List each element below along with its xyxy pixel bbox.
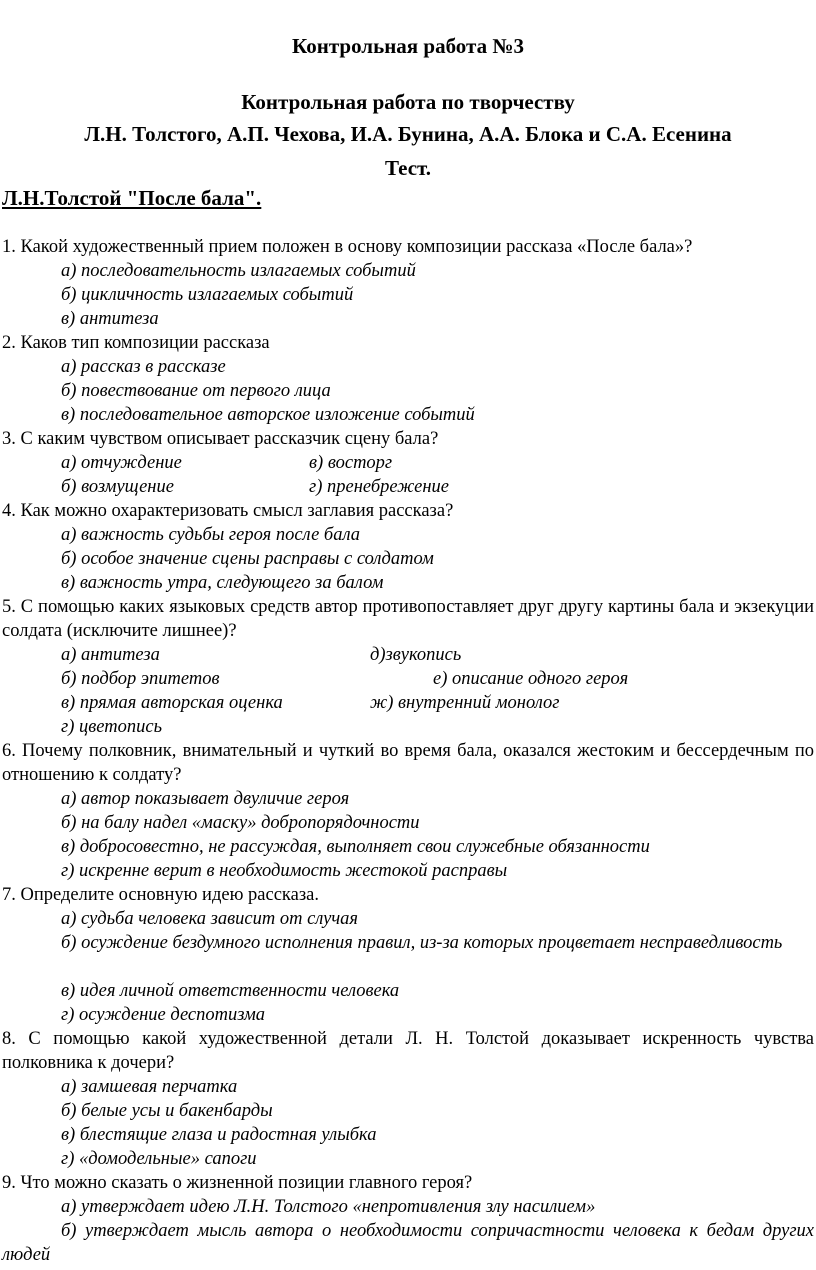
option: а) отчуждение <box>61 453 182 473</box>
option: б) подбор эпитетов <box>61 669 220 689</box>
option: ж) внутренний монолог <box>370 693 560 713</box>
option: в) важность утра, следующего за балом <box>61 573 384 593</box>
option: б) на балу надел «маску» добропорядочности <box>61 813 420 833</box>
subtitle: Контрольная работа по творчеству <box>241 90 575 114</box>
question-4: 4. Как можно охарактеризовать смысл заглавия рассказа? <box>2 501 454 521</box>
test-label: Тест. <box>384 156 432 180</box>
option: г) «домодельные» сапоги <box>61 1149 257 1169</box>
option: в) последовательное авторское изложение событий <box>61 405 475 425</box>
option: г) искренне верит в необходимость жестокой расправы <box>61 861 508 881</box>
option: в) антитеза <box>61 309 159 329</box>
option: а) утверждает идею Л.Н. Толстого «непротивления злу насилием» <box>61 1197 596 1217</box>
option: в) идея личной ответственности человека <box>61 981 400 1001</box>
option: б) особое значение сцены расправы с солдатом <box>61 549 434 569</box>
option: е) описание одного героя <box>433 669 629 689</box>
question-9: 9. Что можно сказать о жизненной позиции главного героя? <box>2 1173 473 1193</box>
option: б) утверждает мысль автора о необходимости сопричастности человека к бедам других людей <box>2 1221 814 1265</box>
question-6: 6. Почему полковник, внимательный и чуткий во время бала, оказался жестоким и бессердечным по отношению к солдату? <box>2 741 814 785</box>
question-2: 2. Каков тип композиции рассказа <box>2 333 270 353</box>
question-5: 5. С помощью каких языковых средств автор противопоставляет друг другу картины бала и экзекуции солдата (исключите лишнее)? <box>2 597 814 641</box>
option: д)звукопись <box>370 645 462 665</box>
authors-line: Л.Н. Толстого, А.П. Чехова, И.А. Бунина, А.А. Блока и С.А. Есенина <box>84 122 732 146</box>
question-7: 7. Определите основную идею рассказа. <box>2 885 319 905</box>
option: б) белые усы и бакенбарды <box>61 1101 273 1121</box>
option: а) важность судьбы героя после бала <box>61 525 360 545</box>
option: а) замшевая перчатка <box>61 1077 238 1097</box>
option: в) блестящие глаза и радостная улыбка <box>61 1125 377 1145</box>
option: в) прямая авторская оценка <box>61 693 283 713</box>
section-heading: Л.Н.Толстой "После бала". <box>2 186 262 210</box>
option: в) добросовестно, не рассуждая, выполняет свои служебные обязанности <box>61 837 650 857</box>
option: б) повествование от первого лица <box>61 381 331 401</box>
option: б) возмущение <box>61 477 174 497</box>
option: в) восторг <box>309 453 393 473</box>
option: а) рассказ в рассказе <box>61 357 226 377</box>
option: б) осуждение бездумного исполнения правил, из-за которых процветает несправедливость <box>61 933 783 953</box>
option: г) цветопись <box>61 717 162 737</box>
option: г) осуждение деспотизма <box>61 1005 266 1025</box>
question-1: 1. Какой художественный прием положен в основу композиции рассказа «После бала»? <box>2 237 693 257</box>
option: а) последовательность излагаемых событий <box>61 261 416 281</box>
option: б) цикличность излагаемых событий <box>61 285 354 305</box>
option: а) антитеза <box>61 645 160 665</box>
question-3: 3. С каким чувством описывает рассказчик сцену бала? <box>2 429 439 449</box>
document-title: Контрольная работа №3 <box>292 34 524 58</box>
option: а) судьба человека зависит от случая <box>61 909 359 929</box>
question-8: 8. С помощью какой художественной детали Л. Н. Толстой доказывает искренность чувства полковника к дочери? <box>2 1029 814 1073</box>
option: г) пренебрежение <box>309 477 449 497</box>
option: а) автор показывает двуличие героя <box>61 789 350 809</box>
